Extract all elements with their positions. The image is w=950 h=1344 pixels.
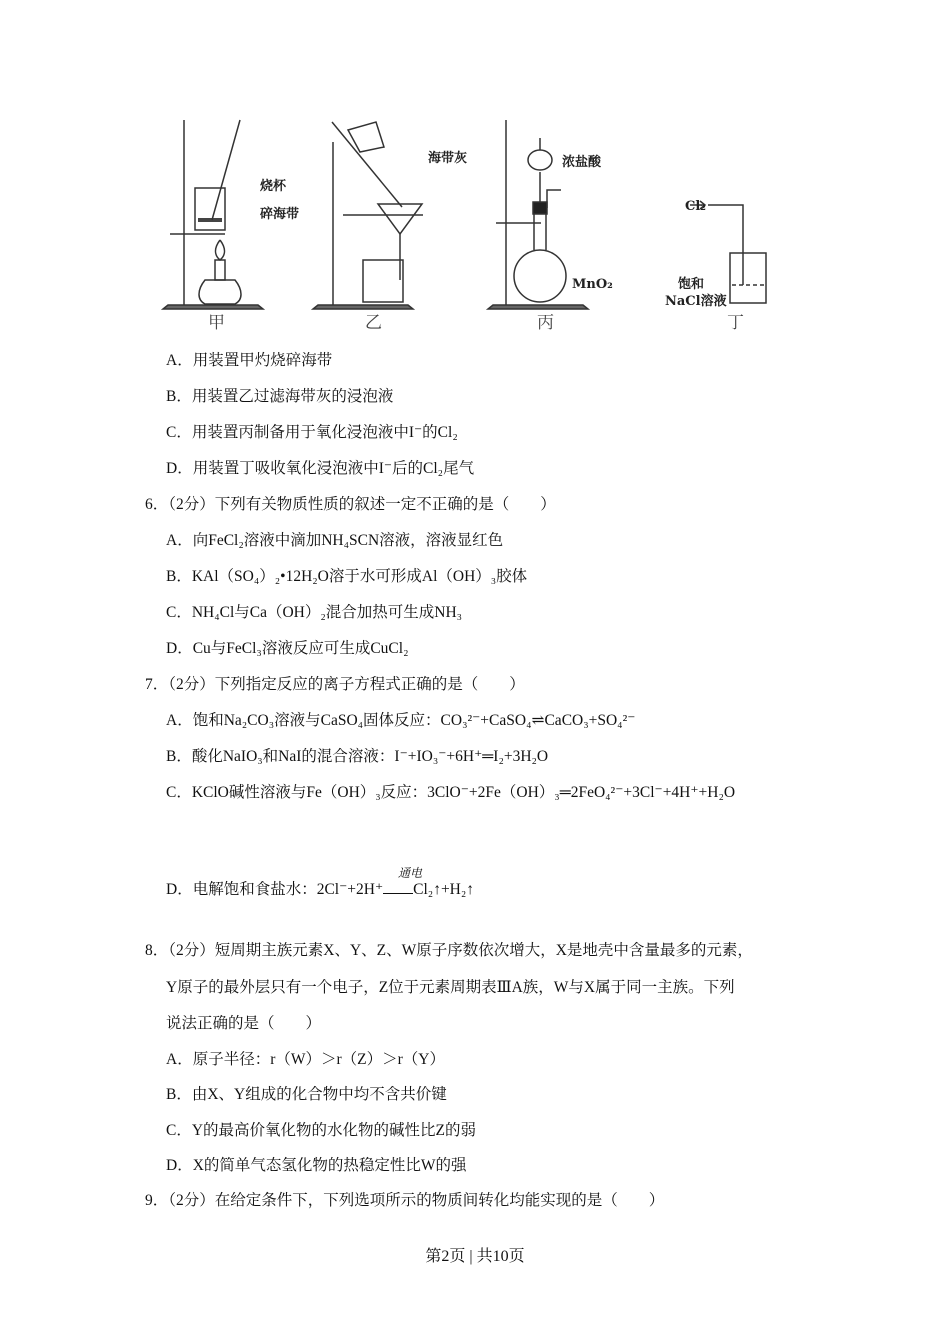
page-footer: 第2页 | 共10页 [425,1248,525,1265]
caption-bing: 丙 [537,313,554,333]
reaction-line [383,879,413,894]
q8-stem-line-3: 说法正确的是（ ） [166,1015,322,1032]
q9-stem: 9．（2分）在给定条件下，下列选项所示的物质间转化均能实现的是（ ） [145,1192,665,1209]
q7-stem: 7．（2分）下列指定反应的离子方程式正确的是（ ） [145,676,525,693]
label-ash: 海带灰 [428,151,468,166]
q5-option-b: B．用装置乙过滤海带灰的浸泡液 [166,388,394,405]
q6-stem: 6．（2分）下列有关物质性质的叙述一定不正确的是（ ） [145,496,556,513]
q6-option-a: A．向FeCl₂溶液中滴加NH₄SCN溶液，溶液显红色 [166,532,504,549]
label-nacl: NaCl溶液 [665,294,727,309]
label-mno2: MnO₂ [572,277,613,292]
caption-jia: 甲 [208,313,225,333]
q5-option-d: D．用装置丁吸收氧化浸泡液中I⁻后的Cl₂尾气 [166,460,475,477]
label-seaweed: 碎海带 [260,207,300,222]
q7-option-d [166,879,474,900]
q8-option-d: D．X的简单气态氢化物的热稳定性比W的强 [166,1157,467,1174]
q6-option-b: B．KAl（SO₄）₂•12H₂O溶于水可形成Al（OH）₃胶体 [166,568,528,585]
q7-option-a: A．饱和Na₂CO₃溶液与CaSO₄固体反应：CO₃²⁻+CaSO₄⇌CaCO₃+SO₄²⁻ [166,712,636,729]
q7-option-d-right: Cl₂↑+H₂↑ [413,881,475,898]
q8-option-c: C．Y的最高价氧化物的水化物的碱性比Z的弱 [166,1122,477,1139]
q8-stem-line-1: 8．（2分）短周期主族元素X、Y、Z、W原子序数依次增大，X是地壳中含量最多的元素， [145,942,753,959]
q7-option-d-left: D．电解饱和食盐水：2Cl⁻+2H⁺ [166,881,384,898]
q8-option-b: B．由X、Y组成的化合物中均不含共价键 [166,1086,447,1103]
q5-option-a: A．用装置甲灼烧碎海带 [166,352,333,369]
label-saturated: 饱和 [678,277,705,292]
q7-option-b: B．酸化NaIO₃和NaI的混合溶液：I⁻+IO₃⁻+6H⁺═I₂+3H₂O [166,748,549,765]
label-hcl: 浓盐酸 [562,155,602,170]
apparatus-jia [163,120,263,309]
q8-option-a: A．原子半径：r（W）＞r（Z）＞r（Y） [166,1051,445,1068]
caption-ding: 丁 [727,313,744,333]
label-cl2: Cl₂ [685,199,706,214]
apparatus-yi [313,122,423,309]
q6-option-c: C．NH₄Cl与Ca（OH）₂混合加热可生成NH₃ [166,604,463,621]
q7-option-d-condition: 通电 [398,866,423,880]
caption-yi: 乙 [365,313,382,333]
q7-option-c: C．KClO碱性溶液与Fe（OH）₃反应：3ClO⁻+2Fe（OH）₃═2FeO₄²⁻+3Cl⁻+4H⁺+H₂O [166,784,736,801]
q6-option-d: D．Cu与FeCl₃溶液反应可生成CuCl₂ [166,640,409,657]
q5-option-c: C．用装置丙制备用于氧化浸泡液中I⁻的Cl₂ [166,424,458,441]
apparatus-figure [160,110,770,340]
q8-stem-line-2: Y原子的最外层只有一个电子，Z位于元素周期表ⅢA族，W与X属于同一主族。下列 [166,979,735,996]
label-beaker: 烧杯 [260,179,287,194]
